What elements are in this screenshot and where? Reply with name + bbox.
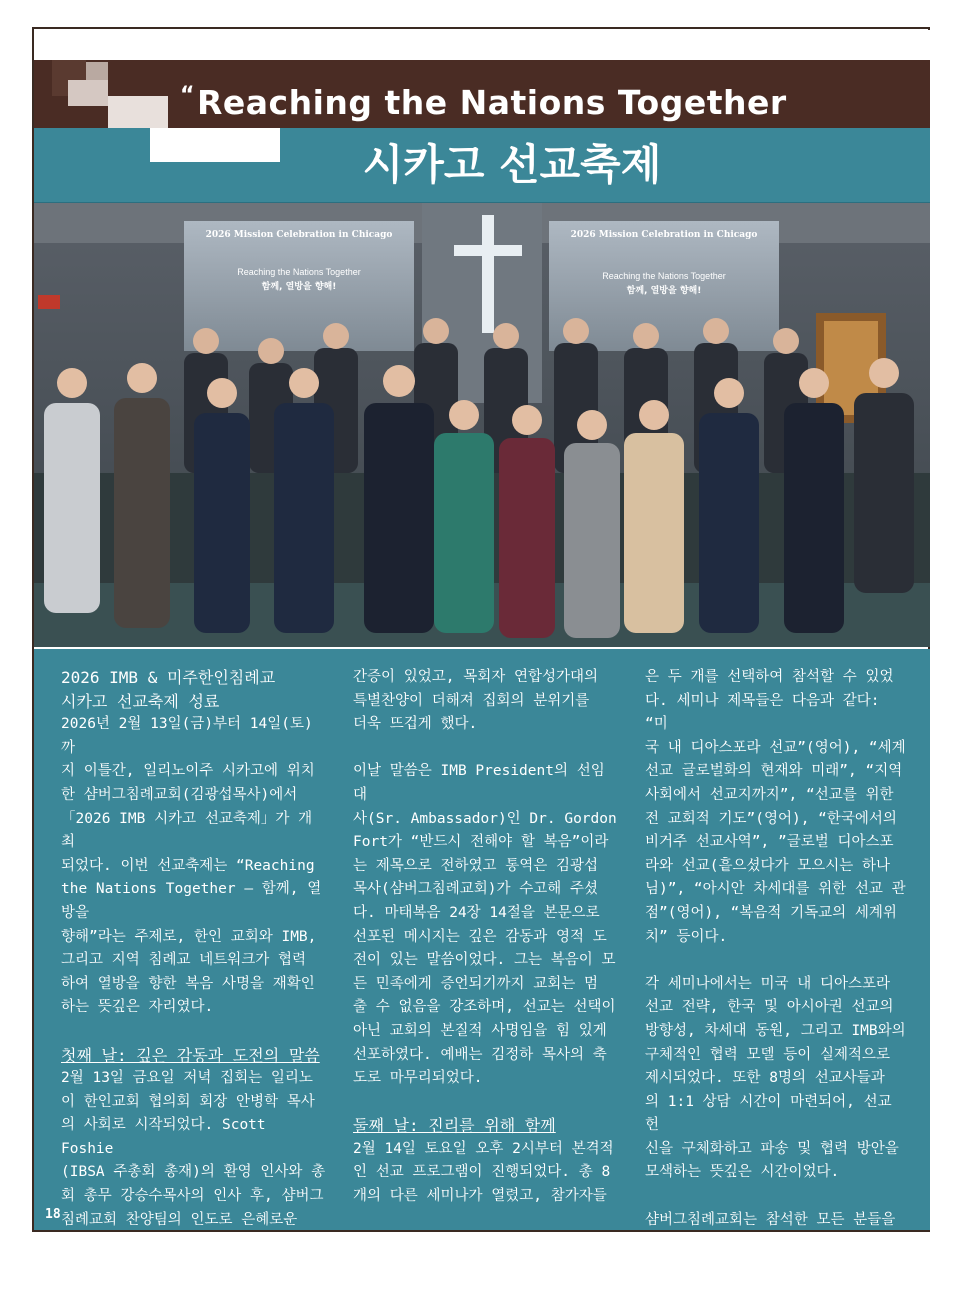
article-heading-line: 2026 IMB & 미주한인침례교 [61,668,276,687]
paragraph-gap [645,949,910,973]
article-line: 각 세미나에서는 미국 내 디아스포라 [645,975,891,992]
decorative-block-6 [880,30,930,60]
article-heading-line: 시카고 선교축제 성료 [61,691,220,711]
article-line: 이 한인교회 협의회 회장 안병학 목사 [61,1093,315,1110]
article-line: 되었다. 이번 선교축제는 “Reaching [61,857,315,874]
article-line: 하는 뜻깊은 자리였다. [61,999,214,1016]
paragraph-gap [353,1091,618,1115]
left-screen-title: 2026 Mission Celebration in Chicago [205,230,393,240]
article-line: 그리고 지역 침례교 네트워크가 협력 [61,952,307,969]
quote-mark: “ [180,83,195,108]
article-line: (IBSA 주총회 총재)의 환영 인사와 총 [61,1164,326,1181]
article-line: 도로 마무리되었다. [353,1070,483,1087]
article-line: 선교 전략, 한국 및 아시아권 선교의 [645,999,894,1016]
decorative-block-8 [86,62,108,80]
article-line: 지 이틀간, 일리노이주 시카고에 위치 [61,763,315,780]
section-subheading: 첫째 날: 깊은 감동과 도전의 말씀 [61,1045,320,1065]
article-line: 위해 맛있는 저녁식사를 준비해 주셨 [645,1235,891,1252]
article-column-2 [353,666,618,1209]
right-screen-line1: Reaching the Nations Together [602,271,726,281]
article-line: 다. 마태복음 24장 14절을 본문으로 [353,904,600,921]
article-line: 2026년 2월 13일(금)부터 14일(토)까 [61,716,313,756]
article-line: 「2026 IMB 시카고 선교축제」가 개최 [61,810,313,851]
article-line: 개의 다른 세미나가 열렸고, 참가자들 [353,1188,607,1205]
group-photo-illustration [34,203,930,647]
article-line: 구체적인 협력 모델 등이 실제적으로 [645,1046,891,1063]
english-title [180,70,800,122]
article-line: 2월 14일 토요일 오후 2시부터 본격적 [353,1140,614,1157]
article-line: 라와 선교(흩으셨다가 모으시는 하나 [645,857,891,874]
article-line: 국 내 디아스포라 선교”(영어), “세계 [645,739,906,756]
article-line: 의 사회로 시작되었다. Scott Foshie [61,1117,266,1157]
article-line: 님)”, “아시안 차세대를 위한 선교 관 [645,881,906,898]
paragraph-gap [353,737,618,761]
article-line: 인 선교 프로그램이 진행되었다. 총 8 [353,1164,611,1181]
article-line: 전이 있는 말씀이었다. 그는 복음이 모 [353,952,616,969]
article-line: 회 총무 강승수목사의 인사 후, 샴버그 [61,1188,324,1205]
article-line: 제시되었다. 또한 8명의 선교사들과 [645,1070,885,1087]
article-line: 목사(샴버그침례교회)가 수고해 주셨 [353,881,599,898]
article-line: John Barnett, Paul Wang 선교사의 [61,1258,313,1299]
article-line: 사회에서 선교지까지”, “선교를 위한 [645,786,894,803]
article-line: 점”(영어), “복음적 기독교의 세계위 [645,904,897,921]
article-line: 한 샴버그침례교회(김광섭목사)에서 [61,786,298,803]
article-line: 든 민족에게 증언되기까지 교회는 멈 [353,975,599,992]
article-line: 예배가 이어졌다. IMB 영상과 함께 [61,1235,299,1252]
article-line: 치” 등이다. [645,928,728,945]
article-line: 모색하는 뜻깊은 시간이었다. [645,1164,840,1181]
decorative-block-9 [68,80,108,106]
article-line: 침례교회 찬양팀의 인도로 은혜로운 [61,1211,298,1228]
section-subheading: 둘째 날: 진리를 위해 함께 [353,1116,556,1136]
article-line: 선교 글로벌화의 현재와 미래”, “지역 [645,763,903,780]
article-column-3 [645,666,910,1256]
article-line: 선포된 메시지는 깊은 감동과 영적 도 [353,928,607,945]
left-screen-line1: Reaching the Nations Together [237,267,361,277]
article-line: 사(Sr. Ambassador)인 Dr. Gordon [353,810,617,827]
korean-title: 시카고 선교축제 [362,140,662,189]
decorative-block-10 [108,96,168,128]
group-photo [34,203,930,647]
article-line: 이날 말씀은 IMB President의 선임대 [353,763,605,803]
article-line: 비거주 선교사역”, ”글로벌 디아스포 [645,834,894,851]
article-line: the Nations Together – 함께, 열방을 [61,881,322,921]
article-line: 선포하였다. 예배는 김정하 목사의 축 [353,1046,607,1063]
paragraph-gap [61,1020,326,1044]
page-number: 18 [45,1207,61,1222]
paragraph-gap [645,1185,910,1209]
article-line: 의 1:1 상담 시간이 마련되어, 선교 헌 [645,1093,892,1134]
article-line: 다. 세미나 제목들은 다음과 같다: “미 [645,692,880,733]
article-line: 샴버그침례교회는 참석한 모든 분들을 [645,1211,896,1228]
article-line: 전 교회적 기도”(영어), “한국에서의 [645,810,897,827]
article-line: 는 제목으로 전하였고 통역은 김광섭 [353,857,599,874]
left-screen-line2: 함께, 열방을 향해! [261,282,337,292]
article-line: 간증이 있었고, 목회자 연합성가대의 [353,669,599,685]
article-line: 은 두 개를 선택하여 참석할 수 있었 [645,669,894,685]
english-title-text: Reaching the Nations Together [196,83,787,122]
article-line: 특별찬양이 더해져 집회의 분위기를 [353,692,590,709]
article-line: 방향성, 차세대 동원, 그리고 IMB와의 [645,1022,906,1039]
article-line: 하여 열방을 향한 복음 사명을 재확인 [61,975,315,992]
article-line: 아닌 교회의 본질적 사명임을 힘 있게 [353,1022,607,1039]
article-line: 향해”라는 주제로, 한인 교회와 IMB, [61,928,317,945]
right-screen-title: 2026 Mission Celebration in Chicago [570,230,758,240]
article-line: 더욱 뜨겁게 했다. [353,716,478,733]
article-line: Fort가 “반드시 전해야 할 복음”이라 [353,834,609,851]
right-screen-line2: 함께, 열방을 향해! [626,286,702,296]
article-column-1 [61,666,326,1303]
article-line: 신을 구체화하고 파송 및 협력 방안을 [645,1140,899,1157]
article-line: 출 수 없음을 강조하며, 선교는 선택이 [353,999,616,1016]
article-line: 2월 13일 금요일 저녁 집회는 일리노 [61,1070,313,1087]
